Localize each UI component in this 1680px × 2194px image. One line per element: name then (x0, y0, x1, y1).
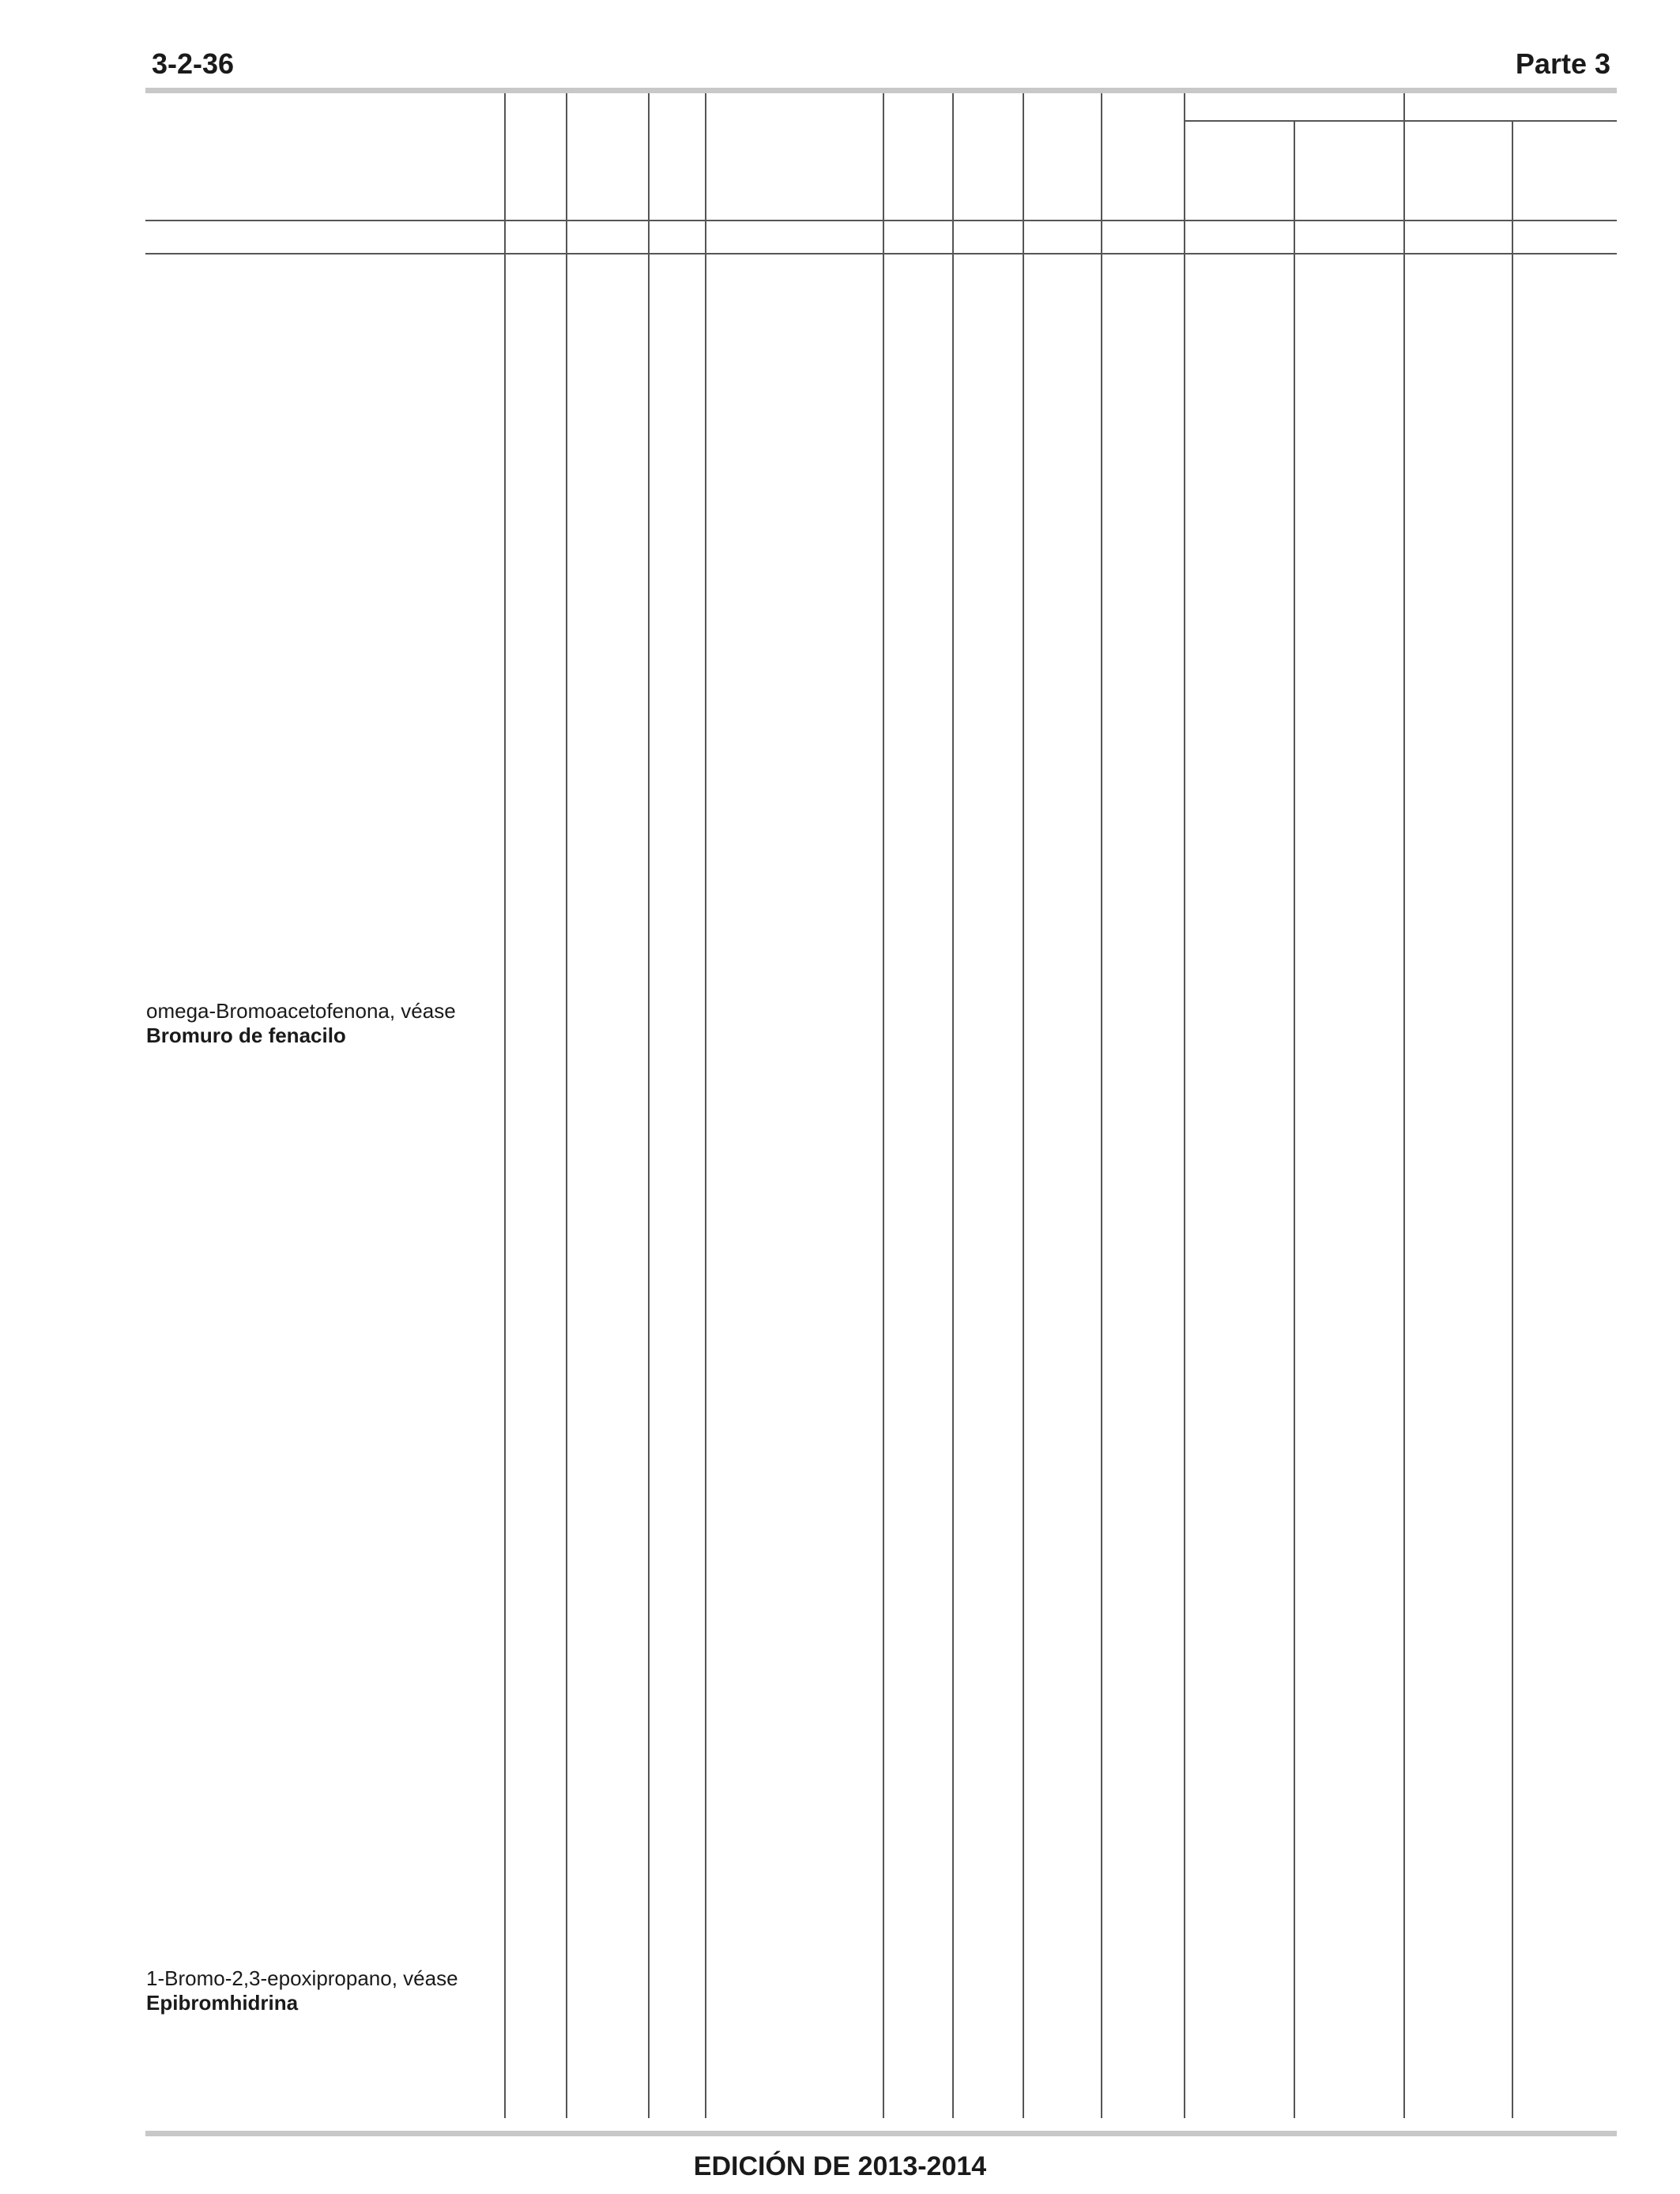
column-divider (1512, 120, 1513, 2118)
footer-edition: EDICIÓN DE 2013-2014 (693, 2151, 987, 2181)
see-reference (146, 1966, 458, 2015)
page-number: 3-2-36 (152, 47, 235, 80)
column-divider (1403, 93, 1405, 2118)
column-divider (705, 93, 706, 2118)
column-divider (648, 93, 650, 2118)
column-divider (1023, 93, 1024, 2118)
bottom-rule (145, 2131, 1617, 2136)
aircraft-group-rule (1184, 120, 1617, 122)
part-label: Parte 3 (1515, 47, 1610, 80)
column-divider (566, 93, 567, 2118)
column-divider (504, 93, 506, 2118)
colnum-bottom-rule (145, 253, 1617, 254)
column-divider (1184, 93, 1185, 2118)
see-reference-target: Bromuro de fenacilo (146, 1023, 346, 1047)
top-rule (145, 88, 1617, 93)
column-divider (1101, 93, 1102, 2118)
column-divider (883, 93, 884, 2118)
see-reference-prefix: omega-Bromoacetofenona, véase (146, 999, 456, 1023)
see-reference-prefix: 1-Bromo-2,3-epoxipropano, véase (146, 1966, 458, 1990)
header-bottom-rule (145, 220, 1617, 221)
see-reference-target: Epibromhidrina (146, 1991, 299, 2015)
see-reference (146, 999, 456, 1048)
column-divider (1294, 120, 1295, 2118)
column-divider (952, 93, 954, 2118)
